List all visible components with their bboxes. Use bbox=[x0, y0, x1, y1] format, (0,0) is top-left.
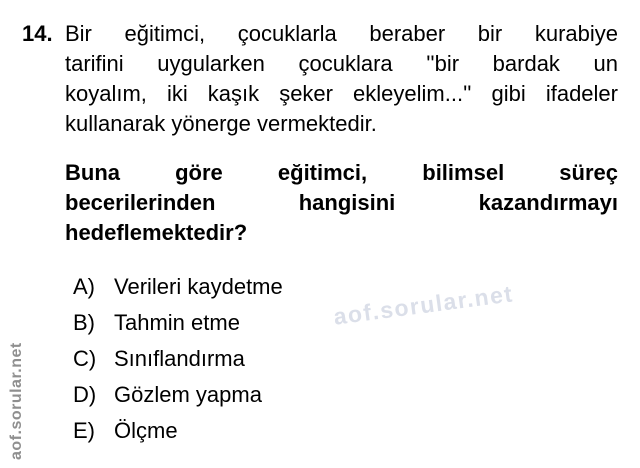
option-row-d bbox=[65, 377, 618, 413]
option-text: Sınıflandırma bbox=[114, 346, 245, 371]
option-text: Verileri kaydetme bbox=[114, 274, 283, 299]
question-number: 14. bbox=[22, 21, 53, 46]
option-letter: D) bbox=[73, 382, 97, 407]
question-body-line: kullanarak yönerge vermektedir. bbox=[65, 111, 377, 136]
option-letter: B) bbox=[73, 310, 95, 335]
option-row-b bbox=[65, 305, 618, 341]
question-stem-line: becerilerinden hangisini kazandırmayı bbox=[65, 190, 618, 215]
option-letter: A) bbox=[73, 274, 95, 299]
option-text: Gözlem yapma bbox=[114, 382, 262, 407]
question-body-line: tarifini uygularken çocuklara ''bir bardak un bbox=[65, 51, 618, 76]
option-letter: C) bbox=[73, 346, 97, 371]
options-list bbox=[65, 269, 618, 449]
question-stem-line: Buna göre eğitimci, bilimsel süreç bbox=[65, 160, 618, 185]
option-row-e bbox=[65, 413, 618, 449]
question-stem bbox=[65, 158, 618, 248]
question-stem-line: hedeflemektedir? bbox=[65, 220, 248, 245]
option-text: Ölçme bbox=[114, 418, 178, 443]
option-row-c bbox=[65, 341, 618, 377]
option-row-a bbox=[65, 269, 618, 305]
center-diagonal-watermark: aof.sorular.net bbox=[332, 280, 515, 330]
question-body-line: Bir eğitimci, çocuklarla beraber bir kurabiye bbox=[65, 21, 618, 46]
question-body bbox=[65, 19, 618, 139]
left-vertical-watermark: aof.sorular.net bbox=[8, 342, 25, 460]
question-body-line: koyalım, iki kaşık şeker ekleyelim...'' gibi ifadeler bbox=[65, 81, 618, 106]
option-letter: E) bbox=[73, 418, 95, 443]
option-text: Tahmin etme bbox=[114, 310, 240, 335]
